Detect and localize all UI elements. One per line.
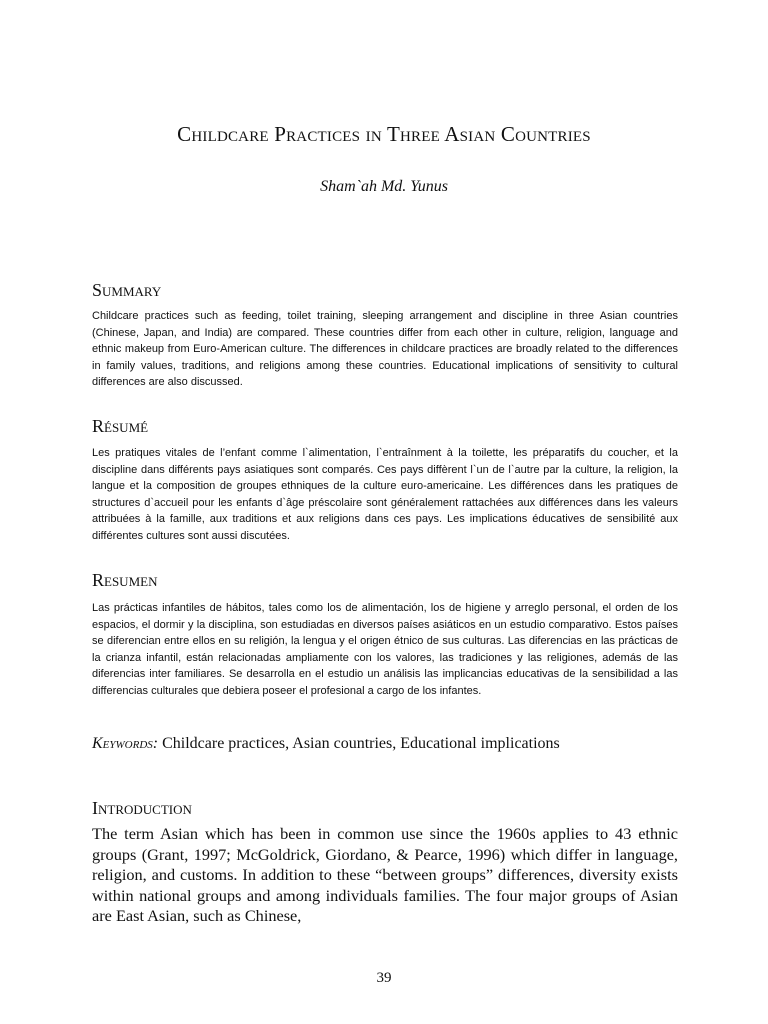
- resume-text: Les pratiques vitales de l’enfant comme l`alimentation, l`entraînment à la toilette, les préparatifs du coucher, et la discipline dans différents pays asiatiques sont comparés. Ces pays diffèrent l`un de l`autre par la culture, la religion, la langue et la composition de groupes ethniques de la culture euro-americaine. Les différences dans les pratiques de structures d`accueil pour les enfants d`âge préscolaire sont généralement rattachées aux différences dans les valeurs attribuées à la famille, aux traditions et aux religions dans ces pays. Les implications éducatives de sensibilité aux différentes cultures sont aussi discutées.: [92, 447, 678, 542]
- introduction-heading: Introduction: [92, 798, 192, 818]
- introduction-text: The term Asian which has been in common use since the 1960s applies to 43 ethnic groups (Grant, 1997; McGoldrick, Giordano, & Pearce, 1996) which differ in language, religion, and customs. In addition to these “between groups” differences, diversity exists within national groups and among individuals families. The four major groups of Asian are East Asian, such as Chinese,: [92, 824, 678, 925]
- resumen-heading: Resumen: [92, 570, 158, 590]
- resume-heading: Résumé: [92, 416, 149, 436]
- keywords-label: Keywords:: [92, 735, 159, 752]
- summary-heading: Summary: [92, 280, 162, 300]
- keywords-line: [92, 735, 692, 753]
- paper-title: Childcare Practices in Three Asian Countries: [177, 122, 591, 146]
- resumen-text: Las prácticas infantiles de hábitos, tales como los de alimentación, los de higiene y arreglo personal, el orden de los espacios, el dormir y la disciplina, son estudiadas en diversos países asiáticos en un estudio comparativo. Estos países se diferencian entre ellos en su religión, la lengua y el origen étnico de sus culturas. Las diferencias en las prácticas de la crianza infantil, están relacionadas ampliamente con los valores, las tradiciones y las religiones, además de las diferencias inter familiares. Se desarrolla en el estudio un análisis las implicancias educativas de la sensibilidad a las differencias culturales que debiera poseer el profesional a cargo de los infantes.: [92, 602, 678, 697]
- author-name: Sham`ah Md. Yunus: [320, 178, 448, 195]
- page-number: 39: [376, 970, 392, 986]
- keywords-text: Childcare practices, Asian countries, Educational implications: [158, 735, 560, 752]
- summary-text: Childcare practices such as feeding, toilet training, sleeping arrangement and discipline in three Asian countries (Chinese, Japan, and India) are compared. These countries differ from each other in culture, religion, language and ethnic makeup from Euro-American culture. The differences in childcare practices are broadly related to the differences in family values, traditions, and religions among these countries. Educational implications of sensitivity to cultural differences are also discussed.: [92, 310, 678, 389]
